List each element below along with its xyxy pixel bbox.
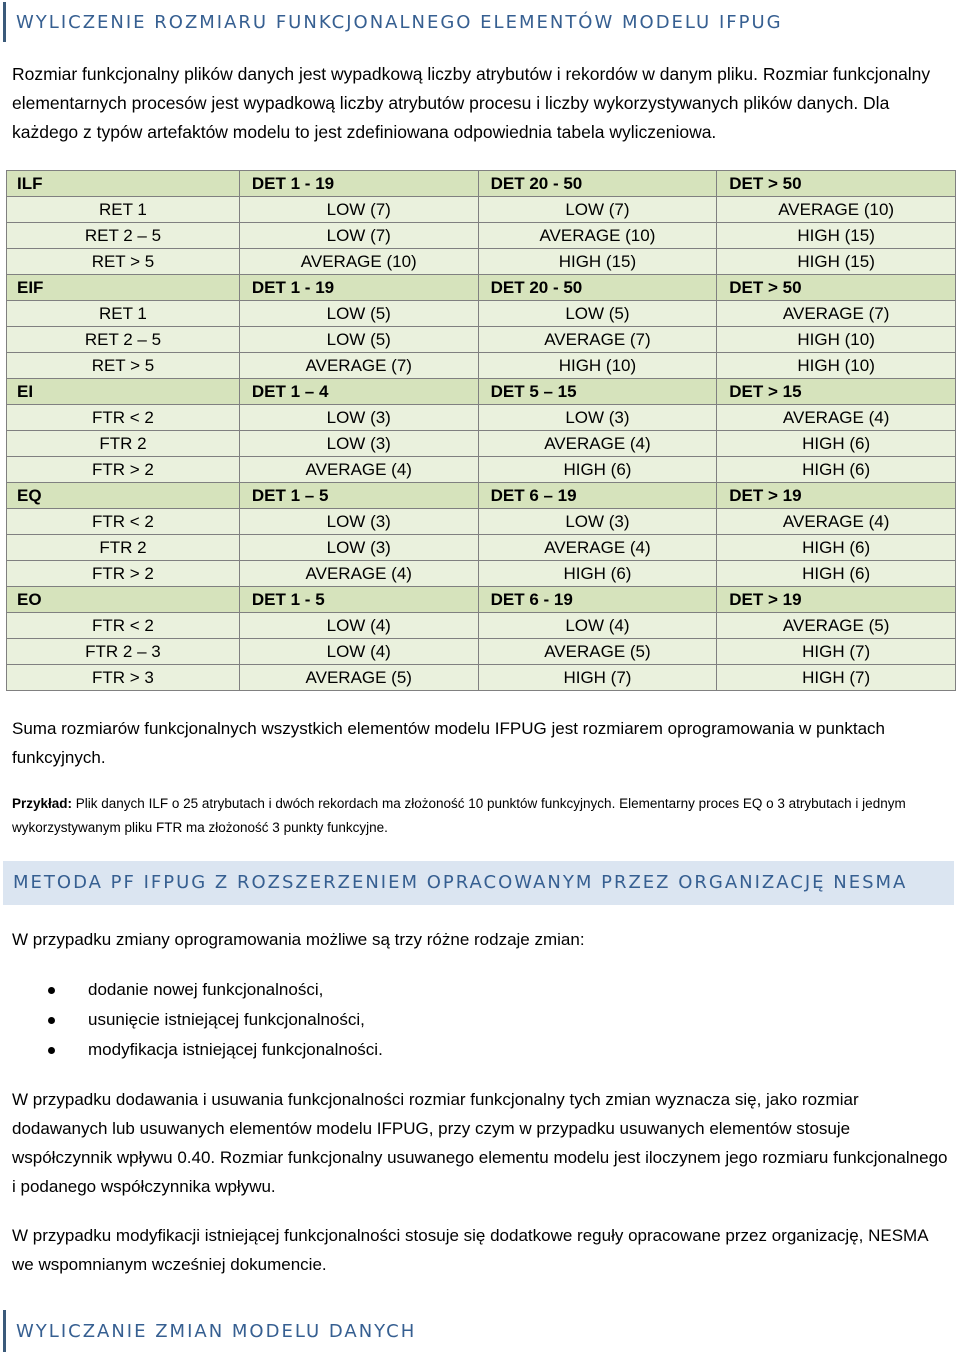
complexity-cell: HIGH (10) xyxy=(478,353,717,379)
det-range-cell: DET 1 - 19 xyxy=(239,171,478,197)
complexity-cell: AVERAGE (10) xyxy=(239,249,478,275)
complexity-cell: LOW (3) xyxy=(239,535,478,561)
complexity-cell: HIGH (15) xyxy=(717,223,956,249)
record-range-cell: FTR 2 xyxy=(7,431,240,457)
complexity-cell: AVERAGE (4) xyxy=(239,457,478,483)
complexity-table xyxy=(6,170,956,691)
complexity-cell: AVERAGE (7) xyxy=(478,327,717,353)
complexity-cell: HIGH (7) xyxy=(717,639,956,665)
complexity-cell: AVERAGE (7) xyxy=(717,301,956,327)
bullet-icon xyxy=(48,1017,55,1024)
element-type-cell: ILF xyxy=(7,171,240,197)
complexity-cell: LOW (5) xyxy=(239,327,478,353)
table-row xyxy=(7,613,956,639)
det-range-cell: DET > 19 xyxy=(717,587,956,613)
section-heading-ifpug-size: WYLICZENIE ROZMIARU FUNKCJONALNEGO ELEMENTÓW MODELU IFPUG xyxy=(3,2,954,42)
complexity-cell: LOW (3) xyxy=(239,509,478,535)
table-header-row xyxy=(7,587,956,613)
det-range-cell: DET 1 - 5 xyxy=(239,587,478,613)
det-range-cell: DET > 15 xyxy=(717,379,956,405)
det-range-cell: DET > 50 xyxy=(717,275,956,301)
record-range-cell: FTR > 3 xyxy=(7,665,240,691)
complexity-cell: LOW (3) xyxy=(239,405,478,431)
list-item xyxy=(36,975,383,1005)
example-paragraph xyxy=(12,792,948,840)
complexity-cell: HIGH (15) xyxy=(717,249,956,275)
modify-paragraph: W przypadku modyfikacji istniejącej funkcjonalności stosuje się dodatkowe reguły opracowane przez organizację, NESMA we wspomnianym wcześniej dokumencie. xyxy=(12,1226,928,1274)
add-remove-paragraph: W przypadku dodawania i usuwania funkcjonalności rozmiar funkcjonalny tych zmian wyznacza się, jako rozmiar dodawanych lub usuwanych elementów modelu IFPUG, przy czym w przypadku usuwanych elementów stosuje współczynnik wpływu 0.40. Rozmiar funkcjonalny usuwanego elementu modelu jest iloczynem jego rozmiaru funkcjonalnego i podanego współczynnika wpływu. xyxy=(12,1090,948,1196)
complexity-cell: LOW (4) xyxy=(478,613,717,639)
table-row xyxy=(7,405,956,431)
complexity-cell: LOW (3) xyxy=(478,405,717,431)
complexity-cell: LOW (5) xyxy=(478,301,717,327)
det-range-cell: DET 5 – 15 xyxy=(478,379,717,405)
complexity-cell: AVERAGE (4) xyxy=(478,535,717,561)
det-range-cell: DET 6 – 19 xyxy=(478,483,717,509)
det-range-cell: DET > 19 xyxy=(717,483,956,509)
record-range-cell: FTR 2 xyxy=(7,535,240,561)
complexity-cell: AVERAGE (4) xyxy=(478,431,717,457)
det-range-cell: DET 1 – 5 xyxy=(239,483,478,509)
record-range-cell: FTR < 2 xyxy=(7,613,240,639)
table-row xyxy=(7,561,956,587)
complexity-cell: LOW (4) xyxy=(239,639,478,665)
element-type-cell: EO xyxy=(7,587,240,613)
complexity-cell: AVERAGE (10) xyxy=(717,197,956,223)
complexity-cell: AVERAGE (10) xyxy=(478,223,717,249)
table-row xyxy=(7,509,956,535)
complexity-cell: LOW (7) xyxy=(239,197,478,223)
complexity-cell: HIGH (6) xyxy=(717,457,956,483)
table-header-row xyxy=(7,483,956,509)
element-type-cell: EI xyxy=(7,379,240,405)
table-row xyxy=(7,197,956,223)
complexity-cell: LOW (3) xyxy=(239,431,478,457)
complexity-cell: HIGH (15) xyxy=(478,249,717,275)
complexity-cell: AVERAGE (5) xyxy=(717,613,956,639)
record-range-cell: RET > 5 xyxy=(7,249,240,275)
det-range-cell: DET 6 - 19 xyxy=(478,587,717,613)
list-item-text: usunięcie istniejącej funkcjonalności, xyxy=(88,1010,365,1029)
element-type-cell: EQ xyxy=(7,483,240,509)
table-row xyxy=(7,639,956,665)
element-type-cell: EIF xyxy=(7,275,240,301)
complexity-cell: LOW (3) xyxy=(478,509,717,535)
list-item xyxy=(36,1005,383,1035)
table-header-row xyxy=(7,171,956,197)
record-range-cell: FTR < 2 xyxy=(7,509,240,535)
complexity-cell: AVERAGE (7) xyxy=(239,353,478,379)
complexity-cell: AVERAGE (4) xyxy=(717,405,956,431)
det-range-cell: DET 1 – 4 xyxy=(239,379,478,405)
record-range-cell: FTR < 2 xyxy=(7,405,240,431)
table-header-row xyxy=(7,275,956,301)
table-row xyxy=(7,327,956,353)
table-row xyxy=(7,665,956,691)
section-heading-nesma: METODA PF IFPUG Z ROZSZERZENIEM OPRACOWANYM PRZEZ ORGANIZACJĘ NESMA xyxy=(3,861,954,905)
complexity-cell: LOW (7) xyxy=(478,197,717,223)
complexity-cell: LOW (5) xyxy=(239,301,478,327)
table-row xyxy=(7,301,956,327)
complexity-cell: AVERAGE (4) xyxy=(717,509,956,535)
bullet-icon xyxy=(48,1047,55,1054)
complexity-cell: AVERAGE (5) xyxy=(478,639,717,665)
record-range-cell: RET 2 – 5 xyxy=(7,223,240,249)
list-item xyxy=(36,1035,383,1065)
table-row xyxy=(7,535,956,561)
complexity-cell: LOW (7) xyxy=(239,223,478,249)
bullet-icon xyxy=(48,987,55,994)
record-range-cell: FTR > 2 xyxy=(7,457,240,483)
table-row xyxy=(7,431,956,457)
det-range-cell: DET 1 - 19 xyxy=(239,275,478,301)
record-range-cell: RET 1 xyxy=(7,197,240,223)
complexity-cell: HIGH (6) xyxy=(717,431,956,457)
changes-intro-paragraph: W przypadku zmiany oprogramowania możliwe są trzy różne rodzaje zmian: xyxy=(12,930,585,949)
complexity-cell: HIGH (7) xyxy=(478,665,717,691)
summary-paragraph: Suma rozmiarów funkcjonalnych wszystkich elementów modelu IFPUG jest rozmiarem oprogramowania w punktach funkcyjnych. xyxy=(12,719,886,767)
table-row xyxy=(7,353,956,379)
section-heading-data-model-changes: WYLICZANIE ZMIAN MODELU DANYCH xyxy=(3,1310,954,1352)
complexity-cell: HIGH (10) xyxy=(717,353,956,379)
complexity-cell: HIGH (6) xyxy=(717,535,956,561)
record-range-cell: RET > 5 xyxy=(7,353,240,379)
list-item-text: modyfikacja istniejącej funkcjonalności. xyxy=(88,1040,383,1059)
det-range-cell: DET 20 - 50 xyxy=(478,171,717,197)
table-row xyxy=(7,249,956,275)
complexity-cell: AVERAGE (5) xyxy=(239,665,478,691)
intro-paragraph: Rozmiar funkcjonalny plików danych jest wypadkową liczby atrybutów i rekordów w danym pliku. Rozmiar funkcjonalny elementarnych procesów jest wypadkową liczby atrybutów procesu i liczby wykorzystywanych plików danych. Dla każdego z typów artefaktów modelu to jest zdefiniowana odpowiednia tabela wyliczeniowa. xyxy=(12,64,931,142)
complexity-cell: HIGH (6) xyxy=(717,561,956,587)
complexity-cell: HIGH (6) xyxy=(478,457,717,483)
list-item-text: dodanie nowej funkcjonalności, xyxy=(88,980,324,999)
record-range-cell: FTR 2 – 3 xyxy=(7,639,240,665)
example-text: Plik danych ILF o 25 atrybutach i dwóch rekordach ma złożoność 10 punktów funkcyjnych. Elementarny proces EQ o 3 atrybutach i jednym wykorzystywanym pliku FTR ma złożoność 3 punkty funkcyjne. xyxy=(12,796,906,835)
det-range-cell: DET > 50 xyxy=(717,171,956,197)
record-range-cell: RET 1 xyxy=(7,301,240,327)
table-row xyxy=(7,223,956,249)
complexity-cell: AVERAGE (4) xyxy=(239,561,478,587)
example-label: Przykład: xyxy=(12,796,73,811)
table-header-row xyxy=(7,379,956,405)
complexity-cell: LOW (4) xyxy=(239,613,478,639)
record-range-cell: FTR > 2 xyxy=(7,561,240,587)
complexity-cell: HIGH (6) xyxy=(478,561,717,587)
change-types-list xyxy=(36,975,383,1065)
table-row xyxy=(7,457,956,483)
record-range-cell: RET 2 – 5 xyxy=(7,327,240,353)
complexity-cell: HIGH (10) xyxy=(717,327,956,353)
det-range-cell: DET 20 - 50 xyxy=(478,275,717,301)
complexity-cell: HIGH (7) xyxy=(717,665,956,691)
